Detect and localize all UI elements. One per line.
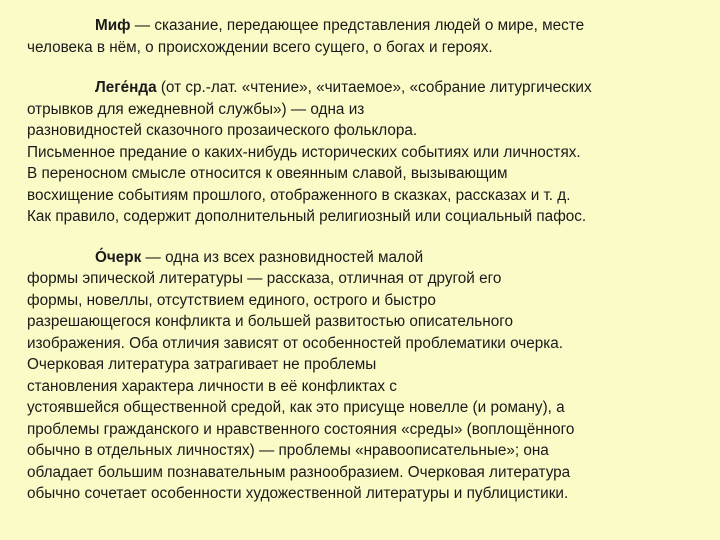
essay-term: О́черк xyxy=(95,248,142,266)
essay-line: обычно в отдельных личностях) — проблемы «нравоописательные»; она xyxy=(27,442,549,459)
essay-line xyxy=(27,247,697,269)
legend-line: Как правило, содержит дополнительный религиозный или социальный пафос. xyxy=(27,208,587,225)
legend-paragraph xyxy=(27,77,697,228)
essay-line: обычно сочетает особенности художественной литературы и публицистики. xyxy=(27,485,569,502)
legend-line: отрывков для ежедневной службы») — одна из xyxy=(27,100,365,118)
legend-line: разновидностей сказочного прозаического фольклора. xyxy=(27,122,418,139)
legend-term: Леге́нда xyxy=(95,79,157,96)
myth-definition-text: — сказание, передающее представления людей о мире, месте xyxy=(130,17,585,34)
essay-line: устоявшейся общественной средой, как это присуще новелле (и роману), а xyxy=(27,399,565,416)
slide-content xyxy=(27,15,697,505)
myth-paragraph xyxy=(27,15,697,58)
essay-line: проблемы гражданского и нравственного состояния «среды» (воплощённого xyxy=(27,420,575,438)
myth-line xyxy=(27,15,697,37)
essay-paragraph xyxy=(27,247,697,505)
legend-line: В переносном смысле относится к овеянным славой, вызывающим xyxy=(27,165,508,182)
paragraph-spacer xyxy=(27,228,697,247)
essay-definition-text: — одна из всех разновидностей малой xyxy=(141,248,424,266)
essay-line: изображения. Оба отличия зависят от особенностей проблематики очерка. xyxy=(27,334,564,352)
legend-line: Письменное предание о каких-нибудь исторических событиях или личностях. xyxy=(27,143,581,161)
myth-line: человека в нём, о происхождении всего сущего, о богах и героях. xyxy=(27,38,493,56)
legend-line xyxy=(27,77,697,99)
essay-line: становления характера личности в её конфликтах с xyxy=(27,377,397,395)
essay-line: формы эпической литературы — рассказа, отличная от другой его xyxy=(27,270,502,287)
essay-line: формы, новеллы, отсутствием единого, острого и быстро xyxy=(27,291,436,309)
legend-definition-text: (от ср.-лат. «чтение», «читаемое», «собрание литургических xyxy=(156,79,592,96)
essay-line: Очерковая литература затрагивает не проблемы xyxy=(27,356,377,373)
legend-line: восхищение событиям прошлого, отображенного в сказках, рассказах и т. д. xyxy=(27,186,571,204)
essay-line: обладает большим познавательным разнообразием. Очерковая литература xyxy=(27,463,571,481)
myth-term: Миф xyxy=(95,17,131,34)
essay-line: разрешающегося конфликта и большей развитостью описательного xyxy=(27,313,513,330)
paragraph-spacer xyxy=(27,58,697,77)
